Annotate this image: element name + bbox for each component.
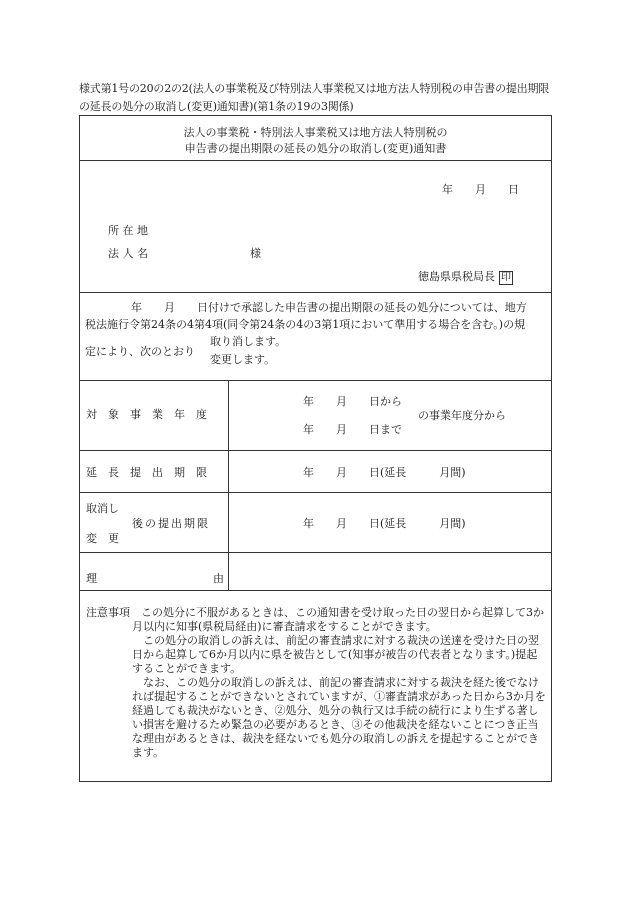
honorific: 様 bbox=[250, 247, 261, 260]
issuer-name: 徳島県県税局長 bbox=[418, 270, 495, 283]
new-deadline-value: 年 月 日(延長 月間) bbox=[303, 517, 466, 530]
change-label: 変 更 bbox=[86, 532, 119, 545]
target-period-label: 対 象 事 業 年 度 bbox=[86, 408, 207, 421]
column-divider bbox=[228, 380, 229, 590]
divider bbox=[80, 590, 551, 591]
corporation-name-label: 法 人 名 bbox=[108, 247, 148, 260]
note-2: この処分の取消しの訴えは、前記の審査請求に対する裁決の送達を受けた日の翌日から起算して6か月以内に県を被告として(知事が被告の代表者となります。)提起することができます。 bbox=[132, 634, 539, 675]
extended-deadline-value: 年 月 日(延長 月間) bbox=[303, 466, 466, 479]
notice-form bbox=[79, 115, 552, 782]
target-period-suffix: の事業年度分から bbox=[418, 409, 506, 422]
target-period-from: 年 月 日から bbox=[303, 395, 402, 408]
note-1: 注意事項 この処分に不服があるときは、この通知書を受け取った日の翌日から起算して3か月以内に知事(県税局経由)に審査請求をすることができます。 bbox=[86, 606, 544, 633]
new-deadline-label: 後の提出期限 bbox=[132, 517, 210, 530]
divider bbox=[80, 160, 551, 161]
body-line-2: 税法施行令第24条の4第4項(同令第24条の4の3第1項において準用する場合を含む。)の規 bbox=[85, 318, 526, 331]
body-line-3: 定により、次のとおり bbox=[85, 345, 195, 358]
issue-date: 年 月 日 bbox=[442, 183, 519, 196]
divider bbox=[80, 492, 551, 493]
divider bbox=[80, 552, 551, 553]
issuer bbox=[418, 269, 513, 285]
address-label: 所 在 地 bbox=[108, 224, 148, 237]
reason-label-b: 由 bbox=[213, 572, 224, 585]
extended-deadline-label: 延 長 提 出 期 限 bbox=[86, 466, 207, 479]
form-title-line1: 法人の事業税・特別法人事業税又は地方法人特別税の bbox=[183, 126, 448, 139]
cancel-label: 取消し bbox=[86, 502, 119, 515]
note-3: なお、この処分の取消しの訴えは、前記の審査請求に対する裁決を経た後でなければ提起することができないとされていますが、①審査請求があった日から3か月を経過しても裁決がないとき、②処分、処分の執行又は手続の続行により生ずる著しい損害を避けるため緊急の必要があるとき、③その他裁決を経ないことにつき正当な理由があるときは、裁決を経ないでも処分の取消しの訴えを提起することができます。 bbox=[132, 676, 546, 759]
reason-label-a: 理 bbox=[86, 572, 97, 585]
body-line-1: 年 月 日付けで承認した申告書の提出期限の延長の処分については、地方 bbox=[131, 301, 527, 314]
divider bbox=[80, 450, 551, 451]
seal-mark: 印 bbox=[501, 272, 511, 283]
divider bbox=[80, 380, 551, 381]
form-title-line2: 申告書の提出期限の延長の処分の取消し(変更)通知書 bbox=[184, 142, 447, 155]
form-caption: 様式第1号の20の2の2(法人の事業税及び特別法人事業税又は地方法人特別税の申告書の提出期限の延長の処分の取消し(変更)通知書)(第1条の19の3関係) bbox=[79, 82, 550, 113]
option-cancel: 取り消します。 bbox=[210, 335, 287, 348]
notes-section bbox=[86, 606, 546, 760]
option-change: 変更します。 bbox=[210, 353, 276, 366]
divider bbox=[80, 292, 551, 293]
target-period-to: 年 月 日まで bbox=[303, 423, 402, 436]
